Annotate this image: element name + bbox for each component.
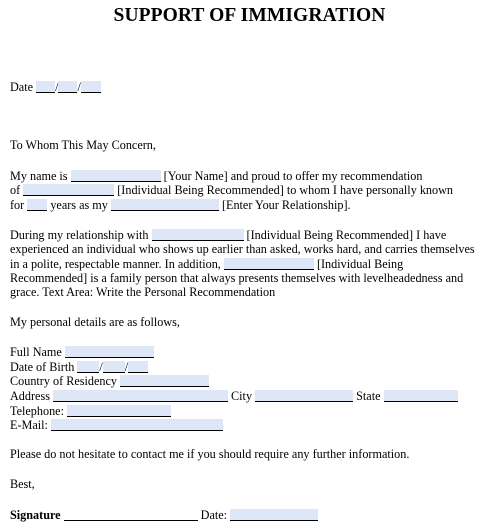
document-title: SUPPORT OF IMMIGRATION (113, 5, 386, 26)
paragraph-1-line-3: for years as my [Enter Your Relationship]. (10, 198, 351, 212)
dob-day-field[interactable] (103, 361, 125, 373)
date-separator: / (77, 80, 81, 94)
address-row: Address City State (10, 388, 458, 404)
email-field[interactable] (51, 419, 223, 431)
dob-month-field[interactable] (77, 361, 99, 373)
signature-date-label: Date: (200, 508, 228, 522)
full-name-row: Full Name (10, 344, 154, 360)
paragraph-1-line-2: of [Individual Being Recommended] to whom I have personally known (10, 183, 454, 197)
date-label: Date (10, 80, 34, 94)
signature-label: Signature (10, 508, 61, 522)
date-separator: / (55, 80, 59, 94)
city-field[interactable] (255, 390, 353, 402)
state-field[interactable] (384, 390, 458, 402)
closing-text: Please do not hesitate to contact me if you should require any further information. (10, 447, 410, 461)
paragraph-2-line-4: Recommended] is a family person that always presents themselves with levelheadedness and (10, 271, 464, 285)
paragraph-2-line-1: During my relationship with [Individual Being Recommended] I have (10, 228, 447, 242)
address-field[interactable] (53, 390, 228, 402)
country-row: Country of Residency (10, 373, 209, 389)
full-name-field[interactable] (65, 346, 154, 358)
years-known-field[interactable] (27, 199, 47, 211)
relationship-field[interactable] (111, 199, 219, 211)
email-row: E-Mail: (10, 417, 223, 433)
paragraph-2-line-3: in a polite, respectable manner. In addition, [Individual Being (10, 257, 404, 271)
individual-recommended-field-3[interactable] (224, 258, 314, 270)
individual-recommended-field-2[interactable] (152, 229, 244, 241)
dob-row: Date of Birth / / (10, 359, 148, 375)
your-name-field[interactable] (71, 170, 161, 182)
paragraph-1-line-1: My name is [Your Name] and proud to offer my recommendation (10, 169, 423, 183)
telephone-row: Telephone: (10, 403, 171, 419)
country-field[interactable] (120, 375, 209, 387)
signature-date-field[interactable] (230, 509, 318, 521)
date-month-field[interactable] (36, 81, 55, 93)
signature-row (10, 507, 318, 523)
date-day-field[interactable] (58, 81, 77, 93)
paragraph-2-line-5: grace. Text Area: Write the Personal Recommendation (10, 285, 276, 299)
paragraph-2-line-2: experienced an individual who shows up earlier than asked, works hard, and carries themselves (10, 242, 475, 256)
date-year-field[interactable] (81, 81, 101, 93)
salutation: To Whom This May Concern, (10, 138, 156, 152)
dob-year-field[interactable] (128, 361, 148, 373)
details-intro: My personal details are as follows, (10, 315, 180, 329)
date-line (10, 79, 101, 95)
best-closing: Best, (10, 477, 35, 491)
telephone-field[interactable] (67, 405, 171, 417)
signature-field[interactable] (64, 509, 198, 521)
individual-recommended-field[interactable] (23, 184, 114, 196)
